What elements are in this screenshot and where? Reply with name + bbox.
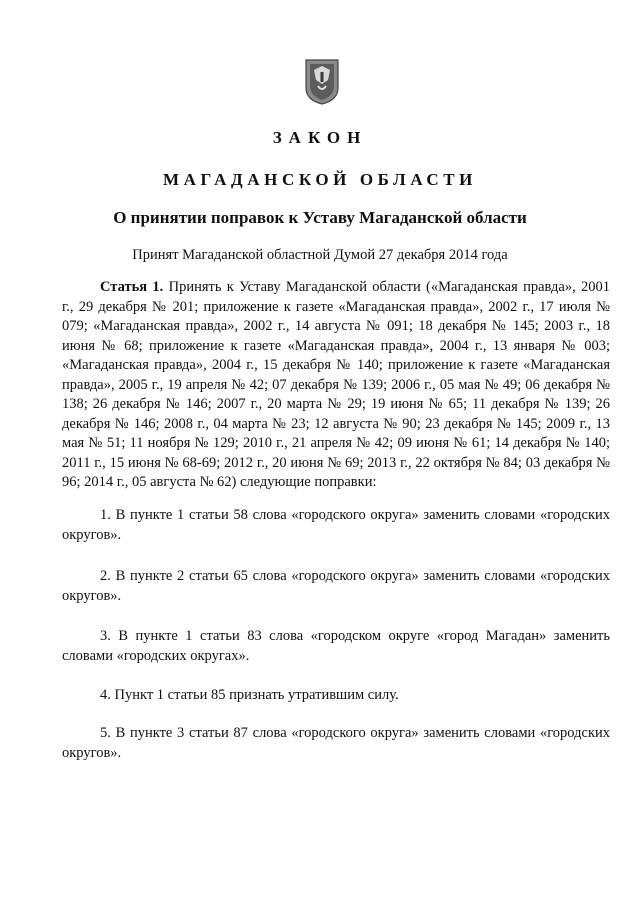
amendment-item: 2. В пункте 2 статьи 65 слова «городского округа» заменить словами «городских округов».	[62, 568, 610, 604]
region-title: МАГАДАНСКОЙ ОБЛАСТИ	[162, 170, 477, 189]
law-subject: О принятии поправок к Уставу Магаданской области	[113, 208, 527, 227]
amendment-item: 1. В пункте 1 статьи 58 слова «городского округа» заменить словами «городских округов».	[62, 507, 610, 543]
article-1	[62, 278, 610, 493]
law-title: ЗАКОН	[272, 128, 368, 147]
amendment-item: 4. Пункт 1 статьи 85 признать утратившим силу.	[100, 687, 399, 703]
magadan-coat-of-arms-icon	[304, 58, 340, 106]
amendment-item: 3. В пункте 1 статьи 83 слова «городском округе «город Магадан» заменить словами «городских округах».	[62, 628, 610, 664]
article-text: Принять к Уставу Магаданской области («Магаданская правда», 2001 г., 29 декабря № 201; приложение к газете «Магаданская правда», 2002 г., 17 июля № 079; «Магаданская правда», 2002 г., 14 августа № 091; 18 декабря № 145; 2003 г., 18 июня № 68; приложение к газете «Магаданская правда», 2004 г., 13 января № 003; «Магаданская правда», 2004 г., 15 декабря № 140; приложение к газете «Магаданская правда», 2005 г., 19 апреля № 42; 07 декабря № 139; 2006 г., 05 мая № 49; 06 декабря № 138; 26 декабря № 146; 2007 г., 20 марта № 29; 19 июня № 65; 11 декабря № 139; 26 декабря № 146; 2008 г., 04 марта № 23; 12 августа № 90; 23 декабря № 145; 2009 г., 13 мая № 51; 11 ноября № 129; 2010 г., 21 апреля № 42; 09 июня № 61; 14 декабря № 140; 2011 г., 15 июня № 68-69; 2012 г., 20 июня № 69; 2013 г., 22 октября № 84; 03 декабря № 96; 2014 г., 05 августа № 62) следующие поправки:	[62, 279, 611, 490]
article-label: Статья 1.	[100, 279, 164, 295]
adoption-line: Принят Магаданской областной Думой 27 декабря 2014 года	[132, 247, 508, 263]
amendment-item: 5. В пункте 3 статьи 87 слова «городского округа» заменить словами «городских округов».	[62, 725, 610, 761]
